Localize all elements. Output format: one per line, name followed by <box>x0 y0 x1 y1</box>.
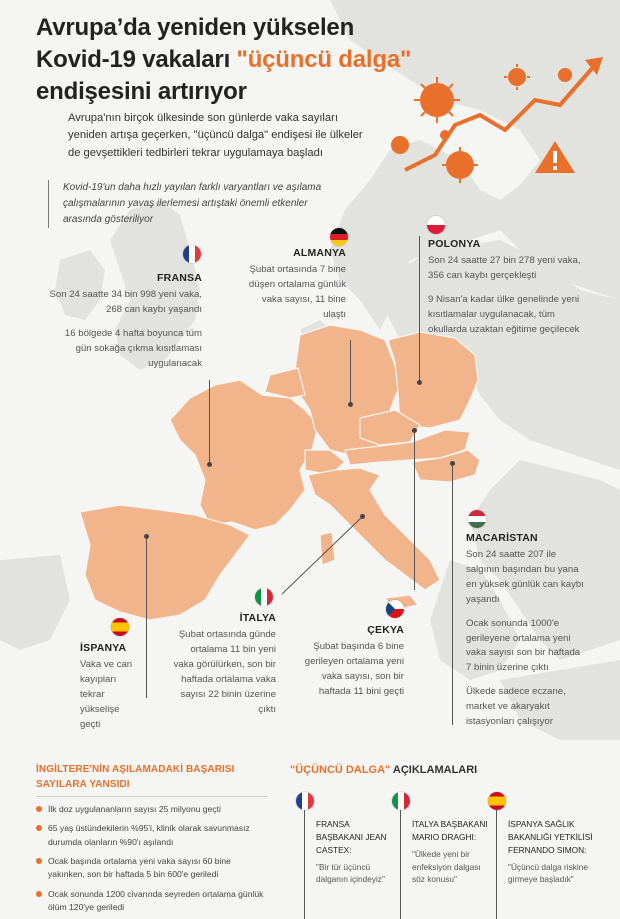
country-text: Ülkede sadece eczane, market ve akaryakıt istasyonları çalışıyor <box>466 686 566 727</box>
country-name: ALMANYA <box>293 247 346 259</box>
context-note: Kovid-19'un daha hızlı yayılan farklı varyantları ve aşılama çalışmalarının yavaş ilerlemesi artıştaki önemli etkenler arasında gösteriliyor <box>48 180 348 228</box>
pin-line <box>414 432 415 590</box>
statement-speaker: İSPANYA SAĞLIK BAKANLIĞI YETKİLİSİ FERNANDO SIMON: <box>508 819 593 855</box>
divider <box>400 810 401 919</box>
title-line-3: endişesini artırıyor <box>36 78 247 106</box>
pin-dot <box>207 462 212 467</box>
country-hungary <box>466 530 584 739</box>
country-name: İSPANYA <box>80 642 127 654</box>
country-text: Son 24 saatte 34 bin 998 yeni vaka, 268 can kaybı yaşandı <box>49 289 202 316</box>
country-text: Vaka ve can kayıpları tekrar yükselişe geçti <box>80 659 133 730</box>
country-name: ÇEKYA <box>367 624 404 636</box>
pin-line <box>146 538 147 698</box>
warning-icon <box>535 141 575 173</box>
spain-flag-icon <box>488 792 506 810</box>
country-name: İTALYA <box>239 612 276 624</box>
country-spain <box>80 640 142 742</box>
statements-heading-rest: AÇIKLAMALARI <box>390 764 478 776</box>
france-flag-icon <box>296 792 314 810</box>
statements-heading-highlight: "ÜÇÜNCÜ DALGA" <box>290 764 391 776</box>
pin-line <box>350 340 351 404</box>
pin-line <box>209 380 210 464</box>
pin-dot <box>417 380 422 385</box>
italy-flag-icon <box>255 588 273 606</box>
uk-stat: İlk doz uygulananların sayısı 25 milyonu geçti <box>36 803 268 816</box>
intro-text: Avrupa'nın birçok ülkesinde son günlerde vaka sayıları yeniden artışa geçerken, "üçüncü dalga" endişesi ile ülkeler de gevşettikleri tedbirleri tekrar uygulamaya başladı <box>68 112 363 159</box>
country-name: FRANSA <box>157 272 202 284</box>
country-germany <box>246 245 346 332</box>
spain-flag-icon <box>111 618 129 636</box>
france-flag-icon <box>183 245 201 263</box>
country-czechia <box>300 622 404 709</box>
statement-speaker: FRANSA BAŞBAKANI JEAN CASTEX: <box>316 819 387 855</box>
country-text: 16 bölgede 4 hafta boyunca tüm gün sokağa çıkma kısıtlaması uygulanacak <box>64 327 202 369</box>
country-text: Son 24 saatte 27 bin 278 yeni vaka, 356 can kaybı gerçekleşti <box>428 255 581 282</box>
poland-flag-icon <box>427 216 445 234</box>
statement-body <box>316 818 392 886</box>
italy-pin-line <box>280 516 364 596</box>
pin-line <box>419 236 420 382</box>
country-italy <box>170 610 276 726</box>
country-text: Son 24 saatte 207 ile salgının başından bu yana en yüksek günlük can kaybı yaşandı <box>466 549 584 605</box>
statement-france <box>292 794 392 886</box>
italy-flag-icon <box>392 792 410 810</box>
czechia-flag-icon <box>386 600 404 618</box>
title-line-1: Avrupa’da yeniden yükselen <box>36 14 355 41</box>
title-line-2-part1: Kovid-19 vakaları <box>36 46 237 74</box>
country-text: Şubat ortasında 7 bine düşen ortalama günlük vaka sayısı, 11 bine ulaştı <box>248 264 346 320</box>
germany-flag-icon <box>330 228 348 246</box>
title-highlight: "üçüncü dalga" <box>236 46 412 74</box>
statement-speaker: İTALYA BAŞBAKANI MARIO DRAGHI: <box>412 819 488 842</box>
statement-quote: "Bir tür üçüncü dalganın içindeyiz" <box>316 861 385 885</box>
rising-trend-virus-graphic <box>385 55 610 190</box>
statement-body <box>508 818 596 886</box>
country-name: POLONYA <box>428 238 481 250</box>
country-france <box>48 270 202 381</box>
statement-spain <box>484 794 596 886</box>
divider <box>496 810 497 919</box>
country-name: MACARİSTAN <box>466 532 538 544</box>
country-text: Ocak sonunda 1000'e gerileyene ortalama yeni vaka sayısı son bir haftada 7 binin üzerine çıktı <box>466 617 581 674</box>
third-wave-statements-panel <box>290 764 610 885</box>
pin-line <box>452 465 453 725</box>
statement-italy <box>388 794 488 886</box>
country-text: Şubat başında 6 bine gerileyen ortalama yeni vaka sayısı, son bir haftada 11 bini geçti <box>304 641 404 697</box>
uk-stat: Ocak başında ortalama yeni vaka sayısı 60 bine yakınken, son bir haftada 5 bin 600'e geriledi <box>36 855 268 882</box>
statement-quote: "Ülkede yeni bir enfeksiyon dalgası söz konusu" <box>412 848 481 885</box>
divider <box>36 796 268 797</box>
statement-quote: "Üçüncü dalga riskine girmeye başladık" <box>508 861 588 885</box>
pin-dot <box>348 402 353 407</box>
hungary-flag-icon <box>468 510 486 528</box>
uk-heading: İNGİLTERE'NİN AŞILAMADAKİ BAŞARISI SAYILARA YANSIDI <box>36 764 235 790</box>
statement-body <box>412 818 488 886</box>
uk-vaccination-panel <box>36 762 268 919</box>
uk-stat: Ocak sonunda 1200 civarında seyreden ortalama günlük ölüm 120'ye geriledi <box>36 888 268 915</box>
divider <box>304 810 305 919</box>
country-poland <box>428 236 593 347</box>
country-text: Şubat ortasında günde ortalama 11 bin yeni vaka görülürken, son bir haftada ortalama vaka sayısı 22 binin üzerine çıktı <box>173 629 276 715</box>
country-text: 9 Nisan'a kadar ülke genelinde yeni kısıtlamalar uygulanacak, tüm okullarda uzaktan eğitime geçilecek <box>428 293 580 335</box>
uk-stat: 65 yaş üstündekilerin %95'i, klinik olarak savunmasız durumda olanların %90'ı aşılandı <box>36 822 268 849</box>
statements-heading <box>290 764 610 776</box>
